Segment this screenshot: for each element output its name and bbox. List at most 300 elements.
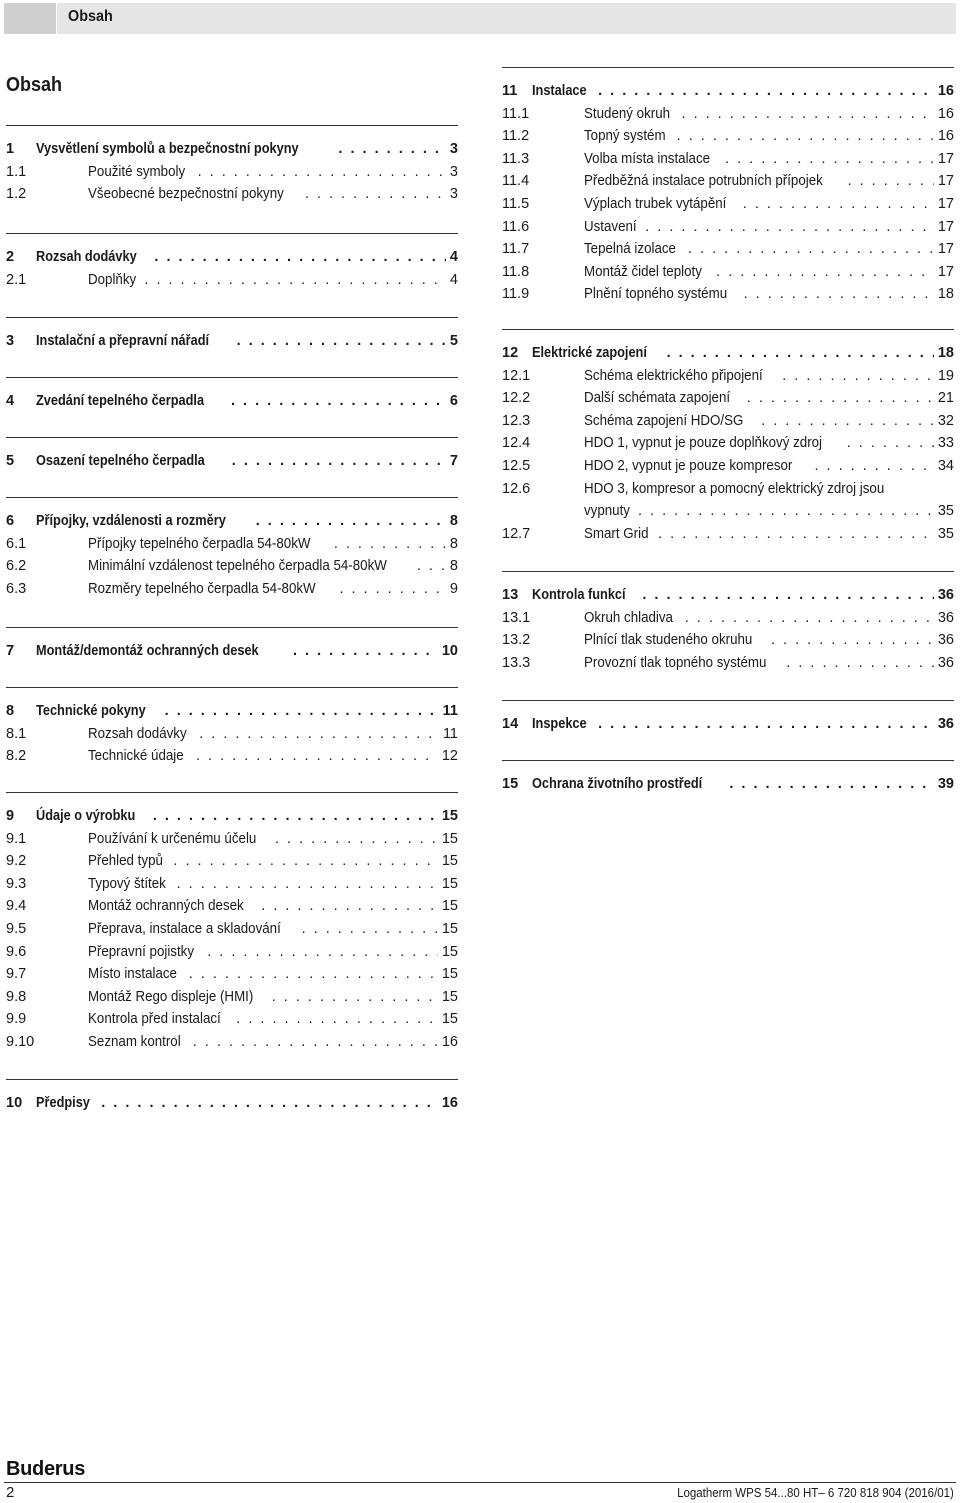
toc-subentry[interactable] <box>502 261 954 284</box>
entry-title: Technické údaje <box>88 748 184 765</box>
dot-leader <box>144 269 446 292</box>
entry-title: Okruh chladiva <box>584 609 673 626</box>
entry-title: Montáž Rego displeje (HMI) <box>88 988 254 1005</box>
toc-chapter-entry[interactable] <box>6 450 458 473</box>
toc-subentry[interactable] <box>502 193 954 216</box>
toc-subentry[interactable] <box>502 455 954 478</box>
toc-subentry[interactable] <box>502 283 954 306</box>
entry-title: Plnící tlak studeného okruhu <box>584 632 753 649</box>
entry-number: 15 <box>502 776 519 792</box>
entry-page-number: 16 <box>937 83 954 99</box>
entry-page-number: 21 <box>937 390 954 407</box>
entry-title: Montáž ochranných desek <box>88 898 244 915</box>
entry-title: Výplach trubek vytápění <box>584 195 727 212</box>
dot-leader <box>272 986 438 1009</box>
entry-title: Studený okruh <box>584 105 671 122</box>
dot-leader <box>688 238 934 261</box>
dot-leader <box>642 584 934 607</box>
section-divider <box>502 571 954 572</box>
entry-title: Ochrana životního prostředí <box>532 776 703 792</box>
entry-title: Přepravní pojistky <box>88 943 195 960</box>
entry-page-number: 3 <box>449 141 458 157</box>
toc-subentry[interactable] <box>502 125 954 148</box>
entry-number: 13 <box>502 587 519 603</box>
toc-subentry[interactable] <box>502 432 954 455</box>
entry-number: 11.4 <box>502 173 530 190</box>
dot-leader <box>334 533 446 556</box>
dot-leader <box>645 216 934 239</box>
dot-leader <box>173 850 437 873</box>
entry-page-number: 35 <box>937 525 954 542</box>
entry-page-number: 39 <box>937 776 954 792</box>
entry-number: 9.9 <box>6 1011 27 1028</box>
toc-chapter-entry[interactable] <box>6 805 458 828</box>
dot-leader <box>236 1008 438 1031</box>
entry-page-number: 15 <box>441 853 458 870</box>
toc-subentry[interactable] <box>6 183 458 206</box>
toc-subentry[interactable] <box>6 828 458 851</box>
entry-title: HDO 3, kompresor a pomocný elektrický zdroj jsou <box>584 480 885 497</box>
entry-page-number: 16 <box>937 105 954 122</box>
entry-number: 9.4 <box>6 898 27 915</box>
entry-number: 9.6 <box>6 943 27 960</box>
entry-title: Doplňky <box>88 271 137 288</box>
entry-number: 11.9 <box>502 286 530 303</box>
toc-chapter-entry[interactable] <box>502 584 954 607</box>
page-number: 2 <box>6 1484 15 1501</box>
entry-page-number: 3 <box>449 163 458 180</box>
entry-number: 5 <box>6 453 15 469</box>
toc-section <box>6 792 458 1054</box>
entry-number: 9.2 <box>6 853 27 870</box>
dot-leader <box>725 148 934 171</box>
dot-leader <box>667 342 934 365</box>
toc-chapter-entry[interactable] <box>6 246 458 269</box>
entry-title: Rozměry tepelného čerpadla 54-80kW <box>88 580 316 597</box>
section-divider <box>6 1079 458 1080</box>
entry-title: Instalační a přepravní nářadí <box>36 333 210 349</box>
section-divider <box>6 125 458 126</box>
entry-title: Provozní tlak topného systému <box>584 654 767 671</box>
toc-subentry[interactable] <box>6 941 458 964</box>
entry-number: 12.1 <box>502 367 531 384</box>
entry-number: 8.2 <box>6 748 27 765</box>
dot-leader <box>638 500 934 523</box>
entry-number: 11.1 <box>502 105 530 122</box>
toc-subentry[interactable] <box>502 238 954 261</box>
entry-title: Místo instalace <box>88 966 177 983</box>
entry-title: Instalace <box>532 83 587 99</box>
entry-page-number: 5 <box>449 333 458 349</box>
entry-title: Tepelná izolace <box>584 241 676 258</box>
entry-page-number: 16 <box>441 1033 458 1050</box>
entry-page-number: 36 <box>937 609 954 626</box>
toc-subentry[interactable] <box>6 895 458 918</box>
dot-leader <box>761 410 934 433</box>
toc-subentry[interactable] <box>6 723 458 746</box>
section-divider <box>502 329 954 330</box>
entry-number: 4 <box>6 393 15 409</box>
toc-subentry[interactable] <box>6 745 458 768</box>
dot-leader <box>293 640 438 663</box>
entry-title: Přípojky tepelného čerpadla 54-80kW <box>88 535 311 552</box>
entry-page-number: 32 <box>937 412 954 429</box>
dot-leader <box>302 918 438 941</box>
entry-page-number: 8 <box>449 558 458 575</box>
entry-number: 12.4 <box>502 435 531 452</box>
toc-subentry[interactable] <box>502 410 954 433</box>
entry-number: 12.3 <box>502 412 531 429</box>
entry-number: 1.1 <box>6 163 27 180</box>
dot-leader <box>232 450 446 473</box>
entry-page-number: 36 <box>937 632 954 649</box>
entry-page-number: 18 <box>937 286 954 303</box>
toc-section <box>6 125 458 206</box>
dot-leader <box>153 805 438 828</box>
dot-leader <box>256 510 446 533</box>
page-title: Obsah <box>6 74 63 96</box>
entry-number: 10 <box>6 1095 23 1111</box>
entry-page-number: 10 <box>441 643 458 659</box>
section-divider <box>6 792 458 793</box>
entry-page-number: 17 <box>937 241 954 258</box>
entry-page-number: 34 <box>937 457 954 474</box>
entry-number: 8 <box>6 703 15 719</box>
entry-number: 12.2 <box>502 390 531 407</box>
entry-title: Přípojky, vzdálenosti a rozměry <box>36 513 226 529</box>
dot-leader <box>275 828 438 851</box>
toc-subentry[interactable] <box>502 523 954 546</box>
entry-number: 14 <box>502 716 519 732</box>
toc-chapter-entry[interactable] <box>6 700 458 723</box>
dot-leader <box>685 607 934 630</box>
entry-page-number: 33 <box>937 435 954 452</box>
toc-chapter-entry[interactable] <box>502 713 954 736</box>
entry-title: Kontrola funkcí <box>532 587 626 603</box>
entry-title: Údaje o výrobku <box>36 808 136 824</box>
entry-number: 13.1 <box>502 609 531 626</box>
dot-leader <box>338 138 446 161</box>
entry-page-number: 36 <box>937 587 954 603</box>
entry-title: Topný systém <box>584 128 666 145</box>
entry-title: Ustavení <box>584 218 637 235</box>
entry-page-number: 6 <box>449 393 458 409</box>
toc-chapter-entry[interactable] <box>6 330 458 353</box>
entry-number: 11.8 <box>502 263 530 280</box>
toc-subentry[interactable] <box>502 387 954 410</box>
entry-page-number: 17 <box>937 150 954 167</box>
entry-title: Minimální vzdálenost tepelného čerpadla 54-80kW <box>88 558 387 575</box>
entry-title: Technické pokyny <box>36 703 146 719</box>
entry-title: Smart Grid <box>584 525 649 542</box>
entry-page-number: 19 <box>937 367 954 384</box>
entry-page-number: 17 <box>937 218 954 235</box>
entry-number: 9.10 <box>6 1033 35 1050</box>
entry-title: Seznam kontrol <box>88 1033 181 1050</box>
toc-section <box>6 377 458 413</box>
entry-title: Montáž/demontáž ochranných desek <box>36 643 259 659</box>
dot-leader <box>848 170 934 193</box>
dot-leader <box>598 713 934 736</box>
entry-page-number: 4 <box>449 249 458 265</box>
dot-leader <box>771 629 934 652</box>
header-tab-marker <box>4 3 57 34</box>
entry-number: 8.1 <box>6 725 27 742</box>
entry-title: Osazení tepelného čerpadla <box>36 453 205 469</box>
entry-page-number: 16 <box>937 128 954 145</box>
toc-section <box>6 1079 458 1115</box>
toc-section <box>502 760 954 796</box>
toc-subentry[interactable] <box>6 1008 458 1031</box>
entry-page-number: 4 <box>449 271 458 288</box>
entry-number: 9.7 <box>6 966 27 983</box>
toc-subentry[interactable] <box>6 269 458 292</box>
header-title: Obsah <box>68 8 113 25</box>
entry-title: Zvedání tepelného čerpadla <box>36 393 205 409</box>
entry-page-number: 7 <box>449 453 458 469</box>
entry-number: 11.3 <box>502 150 530 167</box>
dot-leader <box>207 941 438 964</box>
toc-subentry[interactable] <box>6 161 458 184</box>
entry-title: Plnění topného systému <box>584 286 728 303</box>
entry-number: 2 <box>6 249 15 265</box>
section-divider <box>502 67 954 68</box>
toc-chapter-entry[interactable] <box>502 80 954 103</box>
toc-section <box>502 571 954 674</box>
toc-chapter-entry[interactable] <box>6 510 458 533</box>
dot-leader <box>101 1092 438 1115</box>
entry-page-number: 36 <box>937 716 954 732</box>
entry-title: Montáž čidel teploty <box>584 263 702 280</box>
entry-number: 3 <box>6 333 15 349</box>
dot-leader <box>782 365 934 388</box>
entry-title: Rozsah dodávky <box>36 249 137 265</box>
entry-page-number: 15 <box>441 875 458 892</box>
toc-subentry[interactable] <box>502 500 954 523</box>
dot-leader <box>747 387 934 410</box>
toc-subentry[interactable] <box>6 555 458 578</box>
entry-title: Volba místa instalace <box>584 150 711 167</box>
entry-number: 9 <box>6 808 15 824</box>
entry-title: HDO 1, vypnut je pouze doplňkový zdroj <box>584 435 823 452</box>
dot-leader <box>786 652 934 675</box>
entry-page-number: 36 <box>937 654 954 671</box>
toc-subentry[interactable] <box>502 365 954 388</box>
dot-leader <box>682 103 934 126</box>
toc-chapter-entry[interactable] <box>6 138 458 161</box>
entry-number: 12.7 <box>502 525 531 542</box>
buderus-logo: Buderus <box>6 1458 86 1480</box>
dot-leader <box>165 700 439 723</box>
entry-title: Kontrola před instalací <box>88 1011 221 1028</box>
toc-subentry[interactable] <box>6 963 458 986</box>
entry-title: Používání k určenému účelu <box>88 830 257 847</box>
dot-leader <box>199 723 439 746</box>
entry-number: 11.7 <box>502 241 530 258</box>
entry-page-number: 35 <box>937 503 954 520</box>
entry-number: 9.8 <box>6 988 27 1005</box>
entry-title: Schéma elektrického připojení <box>584 367 763 384</box>
toc-subentry[interactable] <box>502 652 954 675</box>
entry-number: 11.6 <box>502 218 530 235</box>
dot-leader <box>658 523 934 546</box>
entry-number: 12.6 <box>502 480 531 497</box>
dot-leader <box>198 161 446 184</box>
entry-number: 6 <box>6 513 15 529</box>
toc-section <box>502 700 954 736</box>
entry-number: 6.2 <box>6 558 27 575</box>
entry-number: 13.2 <box>502 632 531 649</box>
toc-section <box>502 329 954 545</box>
toc-subentry[interactable] <box>502 148 954 171</box>
toc-subentry[interactable] <box>502 629 954 652</box>
section-divider <box>502 760 954 761</box>
dot-leader <box>305 183 446 206</box>
entry-title: Další schémata zapojení <box>584 390 731 407</box>
dot-leader <box>231 390 446 413</box>
entry-title: Rozsah dodávky <box>88 725 187 742</box>
entry-number: 2.1 <box>6 271 27 288</box>
toc-subentry[interactable] <box>502 170 954 193</box>
entry-page-number: 15 <box>441 920 458 937</box>
entry-page-number: 8 <box>449 535 458 552</box>
toc-chapter-entry[interactable] <box>6 640 458 663</box>
entry-page-number: 18 <box>937 345 954 361</box>
toc-subentry[interactable] <box>6 850 458 873</box>
document-info: Logatherm WPS 54...80 HT– 6 720 818 904 (2016/01) <box>677 1486 954 1500</box>
entry-page-number: 15 <box>441 830 458 847</box>
section-divider <box>6 687 458 688</box>
toc-section <box>6 317 458 353</box>
entry-title: Typový štítek <box>88 875 166 892</box>
toc-section <box>6 627 458 663</box>
entry-page-number: 17 <box>937 173 954 190</box>
entry-page-number: 3 <box>449 186 458 203</box>
toc-chapter-entry[interactable] <box>6 390 458 413</box>
dot-leader <box>177 873 438 896</box>
dot-leader <box>744 283 934 306</box>
entry-page-number: 17 <box>937 195 954 212</box>
dot-leader <box>261 895 438 918</box>
entry-number: 7 <box>6 643 15 659</box>
section-divider <box>6 233 458 234</box>
entry-page-number: 17 <box>937 263 954 280</box>
entry-title: HDO 2, vypnut je pouze kompresor <box>584 457 793 474</box>
toc-subentry[interactable] <box>502 216 954 239</box>
dot-leader <box>598 80 934 103</box>
dot-leader <box>814 455 933 478</box>
entry-number: 1 <box>6 141 15 157</box>
entry-number: 11.5 <box>502 195 530 212</box>
toc-subentry[interactable] <box>6 918 458 941</box>
entry-number: 11.2 <box>502 128 530 145</box>
entry-title: Předpisy <box>36 1095 90 1111</box>
toc-subentry[interactable] <box>502 607 954 630</box>
dot-leader <box>729 773 934 796</box>
entry-title: Přeprava, instalace a skladování <box>88 920 281 937</box>
toc-section <box>6 687 458 768</box>
entry-page-number: 15 <box>441 966 458 983</box>
entry-number: 6.1 <box>6 535 27 552</box>
toc-section <box>6 437 458 473</box>
toc-chapter-entry[interactable] <box>502 773 954 796</box>
toc-chapter-entry[interactable] <box>6 1092 458 1115</box>
entry-title: Použité symboly <box>88 163 186 180</box>
toc-subentry[interactable] <box>6 873 458 896</box>
section-divider <box>6 497 458 498</box>
toc-section <box>6 497 458 600</box>
toc-chapter-entry[interactable] <box>502 342 954 365</box>
entry-page-number: 15 <box>441 808 458 824</box>
entry-page-number: 11 <box>442 725 458 742</box>
dot-leader <box>154 246 446 269</box>
toc-subentry[interactable] <box>6 986 458 1009</box>
entry-page-number: 15 <box>441 988 458 1005</box>
section-divider <box>502 700 954 701</box>
entry-page-number: 12 <box>441 748 458 765</box>
entry-number: 9.1 <box>6 830 27 847</box>
entry-number: 11 <box>502 83 518 99</box>
entry-title: Přehled typů <box>88 853 163 870</box>
dot-leader <box>716 261 934 284</box>
dot-leader <box>193 1031 438 1054</box>
entry-page-number: 11 <box>442 703 458 719</box>
section-divider <box>6 317 458 318</box>
toc-subentry[interactable] <box>6 533 458 556</box>
dot-leader <box>847 432 934 455</box>
entry-number: 13.3 <box>502 654 531 671</box>
entry-number: 9.5 <box>6 920 27 937</box>
entry-title: vypnuty <box>584 503 630 520</box>
toc-subentry[interactable] <box>6 1031 458 1054</box>
entry-title: Předběžná instalace potrubních přípojek <box>584 173 823 190</box>
entry-page-number: 15 <box>441 943 458 960</box>
toc-subentry[interactable] <box>502 478 954 501</box>
entry-title: Elektrické zapojení <box>532 345 647 361</box>
toc-subentry[interactable] <box>6 578 458 601</box>
dot-leader <box>189 963 438 986</box>
section-divider <box>6 377 458 378</box>
dot-leader <box>196 745 438 768</box>
entry-title: Všeobecné bezpečnostní pokyny <box>88 186 284 203</box>
entry-title: Schéma zapojení HDO/SG <box>584 412 744 429</box>
entry-number: 12 <box>502 345 519 361</box>
dot-leader <box>417 555 446 578</box>
dot-leader <box>677 125 934 148</box>
section-divider <box>6 437 458 438</box>
entry-page-number: 15 <box>441 1011 458 1028</box>
dot-leader <box>743 193 934 216</box>
dot-leader <box>339 578 445 601</box>
entry-number: 1.2 <box>6 186 27 203</box>
dot-leader <box>237 330 446 353</box>
toc-subentry[interactable] <box>502 103 954 126</box>
entry-page-number: 9 <box>449 580 458 597</box>
header-bar <box>4 3 956 34</box>
entry-number: 12.5 <box>502 457 531 474</box>
footer-divider <box>4 1482 956 1483</box>
entry-number: 6.3 <box>6 580 27 597</box>
entry-number: 9.3 <box>6 875 27 892</box>
toc-section <box>502 67 954 306</box>
entry-page-number: 16 <box>441 1095 458 1111</box>
entry-page-number: 8 <box>449 513 458 529</box>
entry-page-number: 15 <box>441 898 458 915</box>
entry-title: Vysvětlení symbolů a bezpečnostní pokyny <box>36 141 299 157</box>
section-divider <box>6 627 458 628</box>
toc-section <box>6 233 458 291</box>
entry-title: Inspekce <box>532 716 587 732</box>
